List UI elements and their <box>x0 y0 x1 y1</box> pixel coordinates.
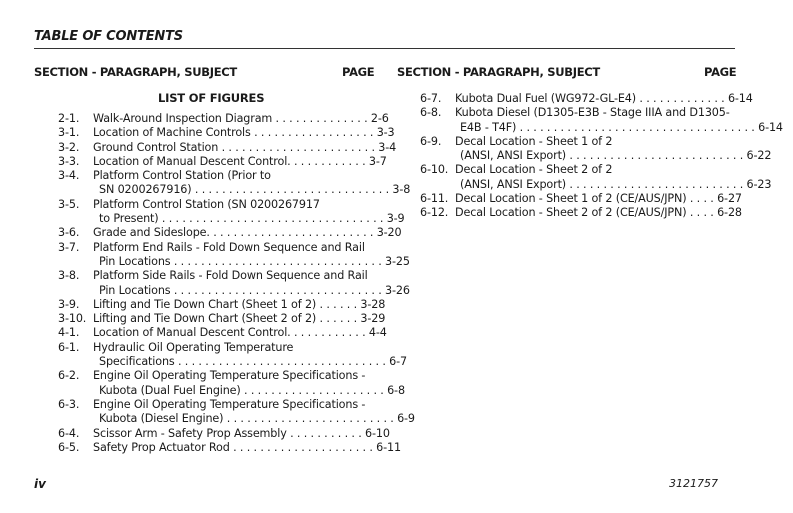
figure-entry[interactable] <box>58 426 390 441</box>
figure-entry-line: Lifting and Tie Down Chart (Sheet 2 of 2) . . . . . . 3-29 <box>93 312 386 326</box>
figure-entry-line: Engine Oil Operating Temperature Specifications - <box>93 369 366 383</box>
figure-number: 3-3. <box>58 154 80 168</box>
figure-entry[interactable] <box>58 154 387 169</box>
figure-entry[interactable] <box>420 106 783 135</box>
figures-list-right <box>420 92 783 221</box>
figure-number: 3-6. <box>58 226 80 240</box>
figure-entry-line: Decal Location - Sheet 2 of 2 (CE/AUS/JPN) . . . . 6-28 <box>455 206 742 220</box>
figure-entry-line: Pin Locations . . . . . . . . . . . . . . . . . . . . . . . . . . . . . . . 3-25 <box>99 254 410 268</box>
figure-entry-line: Kubota (Dual Fuel Engine) . . . . . . . . . . . . . . . . . . . . . 6-8 <box>99 383 405 397</box>
title-divider <box>34 48 735 49</box>
document-number: 3121757 <box>669 477 718 490</box>
figure-entry-line: Kubota Diesel (D1305-E3B - Stage IIIA and D1305- <box>455 106 730 120</box>
figure-number: 3-9. <box>58 297 80 311</box>
figure-entry[interactable] <box>58 169 411 198</box>
figure-entry[interactable] <box>58 440 401 455</box>
figure-number: 6-4. <box>58 426 80 440</box>
figure-number: 4-1. <box>58 326 80 340</box>
figure-number: 6-8. <box>420 106 442 120</box>
figure-entry[interactable] <box>420 92 753 106</box>
figure-entry-line: E4B - T4F) . . . . . . . . . . . . . . . . . . . . . . . . . . . . . . . . . . . 6-14 <box>460 120 783 134</box>
figure-entry-line: Walk-Around Inspection Diagram . . . . . . . . . . . . . . 2-6 <box>93 112 389 125</box>
figure-entry-line: Location of Manual Descent Control. . . . . . . . . . . . 3-7 <box>93 154 387 168</box>
figure-number: 3-4. <box>58 169 80 183</box>
figure-entry-line: Pin Locations . . . . . . . . . . . . . . . . . . . . . . . . . . . . . . . 3-26 <box>99 283 410 297</box>
right-section-header: SECTION - PARAGRAPH, SUBJECT <box>397 65 600 79</box>
figure-number: 6-2. <box>58 369 80 383</box>
figure-entry-line: Grade and Sideslope. . . . . . . . . . . . . . . . . . . . . . . . . 3-20 <box>93 226 402 240</box>
figure-entry[interactable] <box>58 240 410 270</box>
figure-number: 3-5. <box>58 197 80 211</box>
figure-entry-line: Specifications . . . . . . . . . . . . . . . . . . . . . . . . . . . . . . . 6-7 <box>99 355 407 369</box>
figure-entry-line: Platform Side Rails - Fold Down Sequence and Rail <box>93 269 368 283</box>
figure-entry-line: Platform End Rails - Fold Down Sequence and Rail <box>93 240 365 254</box>
figure-number: 6-7. <box>420 92 442 105</box>
list-of-figures-heading: LIST OF FIGURES <box>158 91 265 105</box>
figure-number: 6-12. <box>420 206 449 220</box>
figure-entry[interactable] <box>420 206 740 220</box>
figure-entry-line: to Present) . . . . . . . . . . . . . . . . . . . . . . . . . . . . . . . . . 3-9 <box>99 212 405 226</box>
figure-entry-line: Scissor Arm - Safety Prop Assembly . . . . . . . . . . . 6-10 <box>93 426 390 440</box>
figure-entry-line: Location of Machine Controls . . . . . . . . . . . . . . . . . . 3-3 <box>93 126 395 140</box>
figure-entry[interactable] <box>58 326 387 340</box>
figure-entry[interactable] <box>420 134 772 164</box>
figure-entry-line: (ANSI, ANSI Export) . . . . . . . . . . . . . . . . . . . . . . . . . . 6-23 <box>460 177 772 191</box>
figure-number: 3-7. <box>58 240 80 254</box>
figure-number: 6-3. <box>58 397 80 411</box>
figure-entry[interactable] <box>58 297 386 312</box>
figure-entry-line: SN 0200267916) . . . . . . . . . . . . . . . . . . . . . . . . . . . . . 3-8 <box>99 183 411 197</box>
figure-entry[interactable] <box>420 192 740 206</box>
right-page-header: PAGE <box>704 65 737 79</box>
figure-entry-line: Lifting and Tie Down Chart (Sheet 1 of 2) . . . . . . 3-28 <box>93 297 386 311</box>
figure-number: 2-1. <box>58 112 80 125</box>
figure-entry[interactable] <box>58 126 395 140</box>
figure-entry[interactable] <box>58 340 407 370</box>
figure-entry-line: Safety Prop Actuator Rod . . . . . . . . . . . . . . . . . . . . . 6-11 <box>93 440 401 454</box>
figure-entry[interactable] <box>58 197 405 227</box>
figure-entry-line: Ground Control Station . . . . . . . . . . . . . . . . . . . . . . . 3-4 <box>93 140 397 154</box>
figure-number: 3-10. <box>58 312 87 326</box>
figure-entry-line: Decal Location - Sheet 2 of 2 <box>455 163 613 177</box>
figures-list-left <box>58 112 415 455</box>
figure-entry-line: Kubota (Diesel Engine) . . . . . . . . . . . . . . . . . . . . . . . . . 6-9 <box>99 412 415 426</box>
figure-entry-line: Hydraulic Oil Operating Temperature <box>93 340 294 354</box>
figure-entry[interactable] <box>58 226 402 240</box>
figure-entry-line: Platform Control Station (SN 0200267917 <box>93 197 320 211</box>
figure-entry-line: Location of Manual Descent Control. . . . . . . . . . . . 4-4 <box>93 326 387 340</box>
figure-entry[interactable] <box>58 312 386 326</box>
figure-number: 6-1. <box>58 340 80 354</box>
figure-entry[interactable] <box>58 140 397 155</box>
figure-number: 3-8. <box>58 269 80 283</box>
left-page-header: PAGE <box>342 65 375 79</box>
figure-entry-line: Kubota Dual Fuel (WG972-GL-E4) . . . . . . . . . . . . . 6-14 <box>455 92 753 105</box>
figure-number: 3-2. <box>58 140 80 154</box>
figure-number: 6-10. <box>420 163 449 177</box>
page-title: TABLE OF CONTENTS <box>34 29 183 44</box>
figure-entry-line: Decal Location - Sheet 1 of 2 <box>455 134 613 148</box>
figure-number: 6-11. <box>420 192 449 206</box>
figure-number: 3-1. <box>58 126 80 140</box>
figure-number: 6-9. <box>420 134 442 148</box>
figure-entry[interactable] <box>58 269 410 298</box>
figure-entry-line: (ANSI, ANSI Export) . . . . . . . . . . . . . . . . . . . . . . . . . . 6-22 <box>460 149 772 163</box>
page-number: iv <box>34 477 46 491</box>
figure-number: 6-5. <box>58 440 80 454</box>
figure-entry[interactable] <box>58 112 389 126</box>
figure-entry-line: Platform Control Station (Prior to <box>93 169 271 183</box>
figure-entry-line: Decal Location - Sheet 1 of 2 (CE/AUS/JPN) . . . . 6-27 <box>455 192 742 206</box>
figure-entry-line: Engine Oil Operating Temperature Specifications - <box>93 397 366 411</box>
figure-entry[interactable] <box>58 369 405 398</box>
left-section-header: SECTION - PARAGRAPH, SUBJECT <box>34 65 237 79</box>
figure-entry[interactable] <box>420 163 772 192</box>
figure-entry[interactable] <box>58 397 415 427</box>
